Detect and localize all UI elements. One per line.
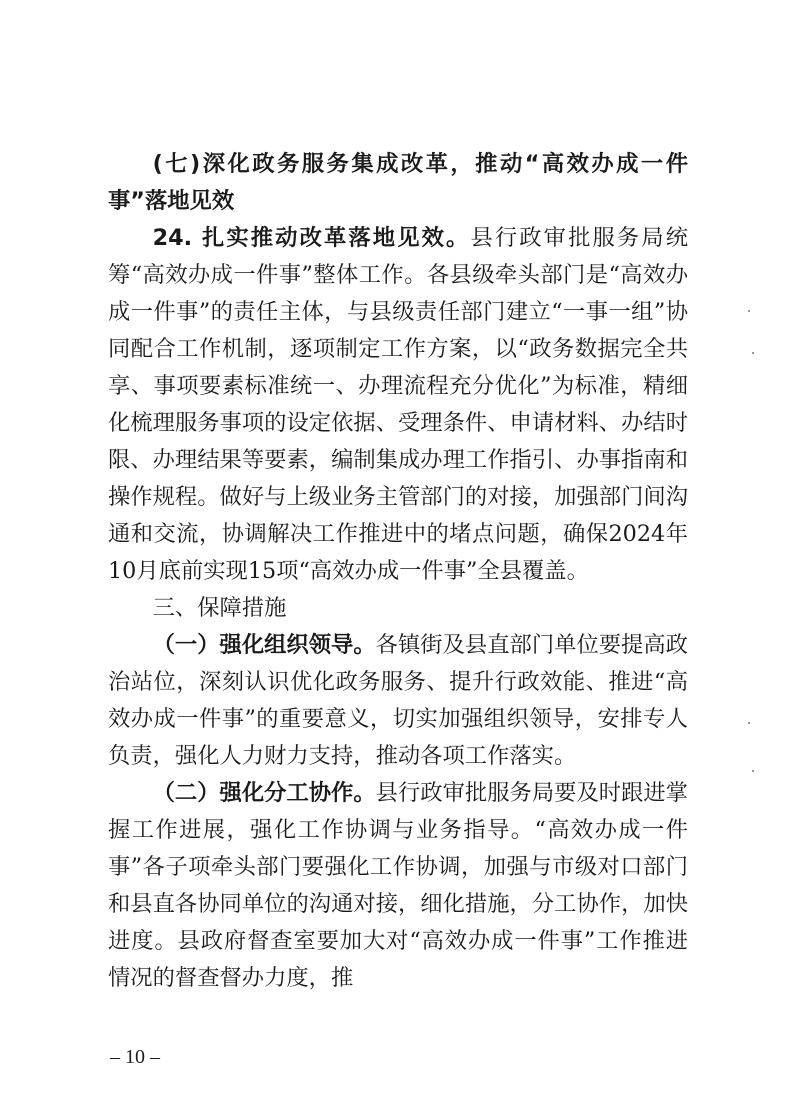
- item-body: 县行政审批服务局统筹“高效办成一件事”整体工作。各县级牵头部门是“高效办成一件事”的责任主体，与县级责任部门建立“一事一组”协同配合工作机制，逐项制定工作方案，以“政务数据完全共享、事项要素标准统一、办理流程充分优化”为标准，精细化梳理服务事项的设定依据、受理条件、申请材料、办结时限、办理结果等要素，编制集成办理工作指引、办事指南和操作规程。做好与上级业务主管部门的对接，加强部门间沟通和交流，协调解决工作推进中的堵点问题，确保2024年10月底前实现15项“高效办成一件事”全县覆盖。: [108, 225, 688, 584]
- paragraph-item-24: [108, 220, 688, 590]
- paragraph-measure-2: [108, 775, 688, 997]
- scan-speck: [752, 770, 754, 772]
- section-heading: (七)深化政务服务集成改革，推动“高效办成一件事”落地见效: [108, 151, 688, 214]
- page-number: – 10 –: [110, 1046, 160, 1068]
- measure-body: 县行政审批服务局要及时跟进掌握工作进展，强化工作协调与业务指导。“高效办成一件事”各子项牵头部门要强化工作协调，加强与市级对口部门和县直各协同单位的沟通对接，细化措施，分工协作，加快进度。县政府督查室要加大对“高效办成一件事”工作推进情况的督查督办力度，推: [108, 780, 688, 991]
- document-body: [108, 146, 688, 997]
- paragraph-measure-1: [108, 627, 688, 775]
- item-lead: 24. 扎实推动改革落地见效。: [152, 225, 471, 251]
- measure-lead: （一）强化组织领导。: [152, 632, 376, 658]
- scan-speck: [748, 310, 750, 312]
- measure-lead: （二）强化分工协作。: [152, 780, 376, 806]
- measure-body: 各镇街及县直部门单位要提高政治站位，深刻认识优化政务服务、提升行政效能、推进“高效办成一件事”的重要意义，切实加强组织领导，安排专人负责，强化人力财力支持，推动各项工作落实。: [108, 632, 688, 769]
- scan-speck: [752, 352, 754, 354]
- part-heading: 三、保障措施: [152, 595, 287, 621]
- scan-speck: [748, 722, 750, 724]
